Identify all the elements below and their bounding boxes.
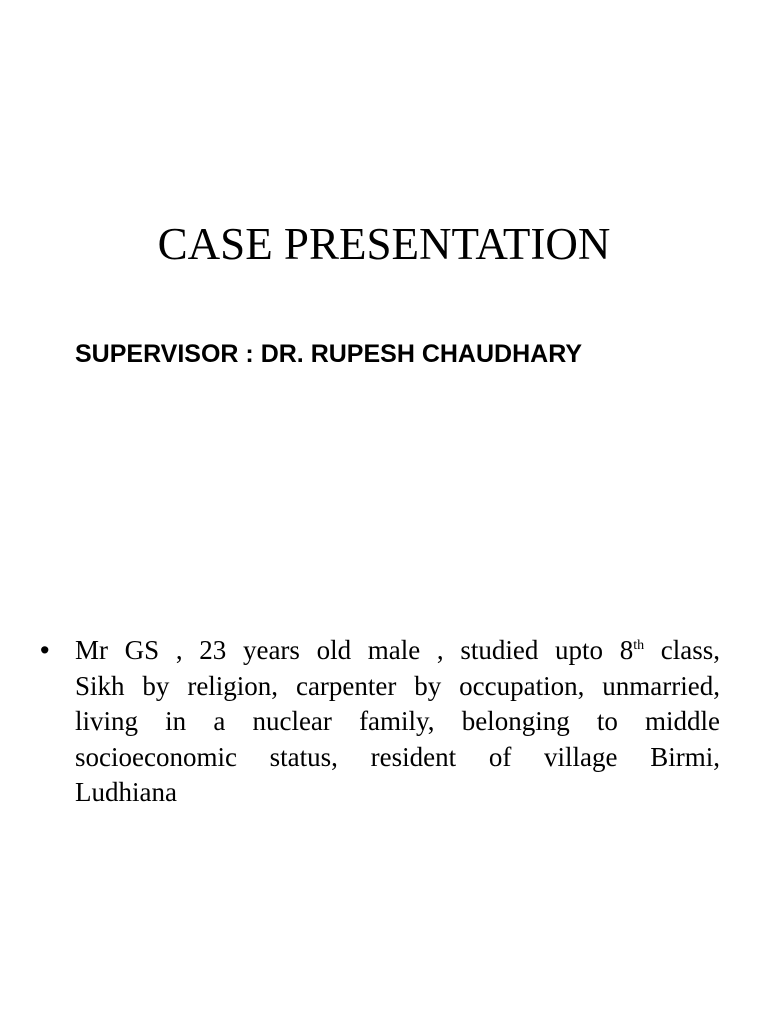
supervisor-line: SUPERVISOR : DR. RUPESH CHAUDHARY xyxy=(75,340,583,368)
bullet-line-1 xyxy=(75,633,720,669)
bullet-text xyxy=(75,633,720,811)
bullet-line-4: socioeconomic status, resident of village Birmi, xyxy=(75,741,720,772)
bullet-line-1-end: class, xyxy=(644,635,721,665)
bullet-line-2: Sikh by religion, carpenter by occupation, unmarried, xyxy=(75,670,720,701)
bullet-marker: • xyxy=(40,635,50,665)
slide-title: CASE PRESENTATION xyxy=(157,219,611,269)
bullet-line-5: Ludhiana xyxy=(75,777,177,807)
ordinal-superscript: th xyxy=(633,638,645,653)
bullet-line-3: living in a nuclear family, belonging to middle xyxy=(75,706,720,736)
bullet-line-1-start: Mr GS , 23 years old male , studied upto 8 xyxy=(75,635,634,665)
